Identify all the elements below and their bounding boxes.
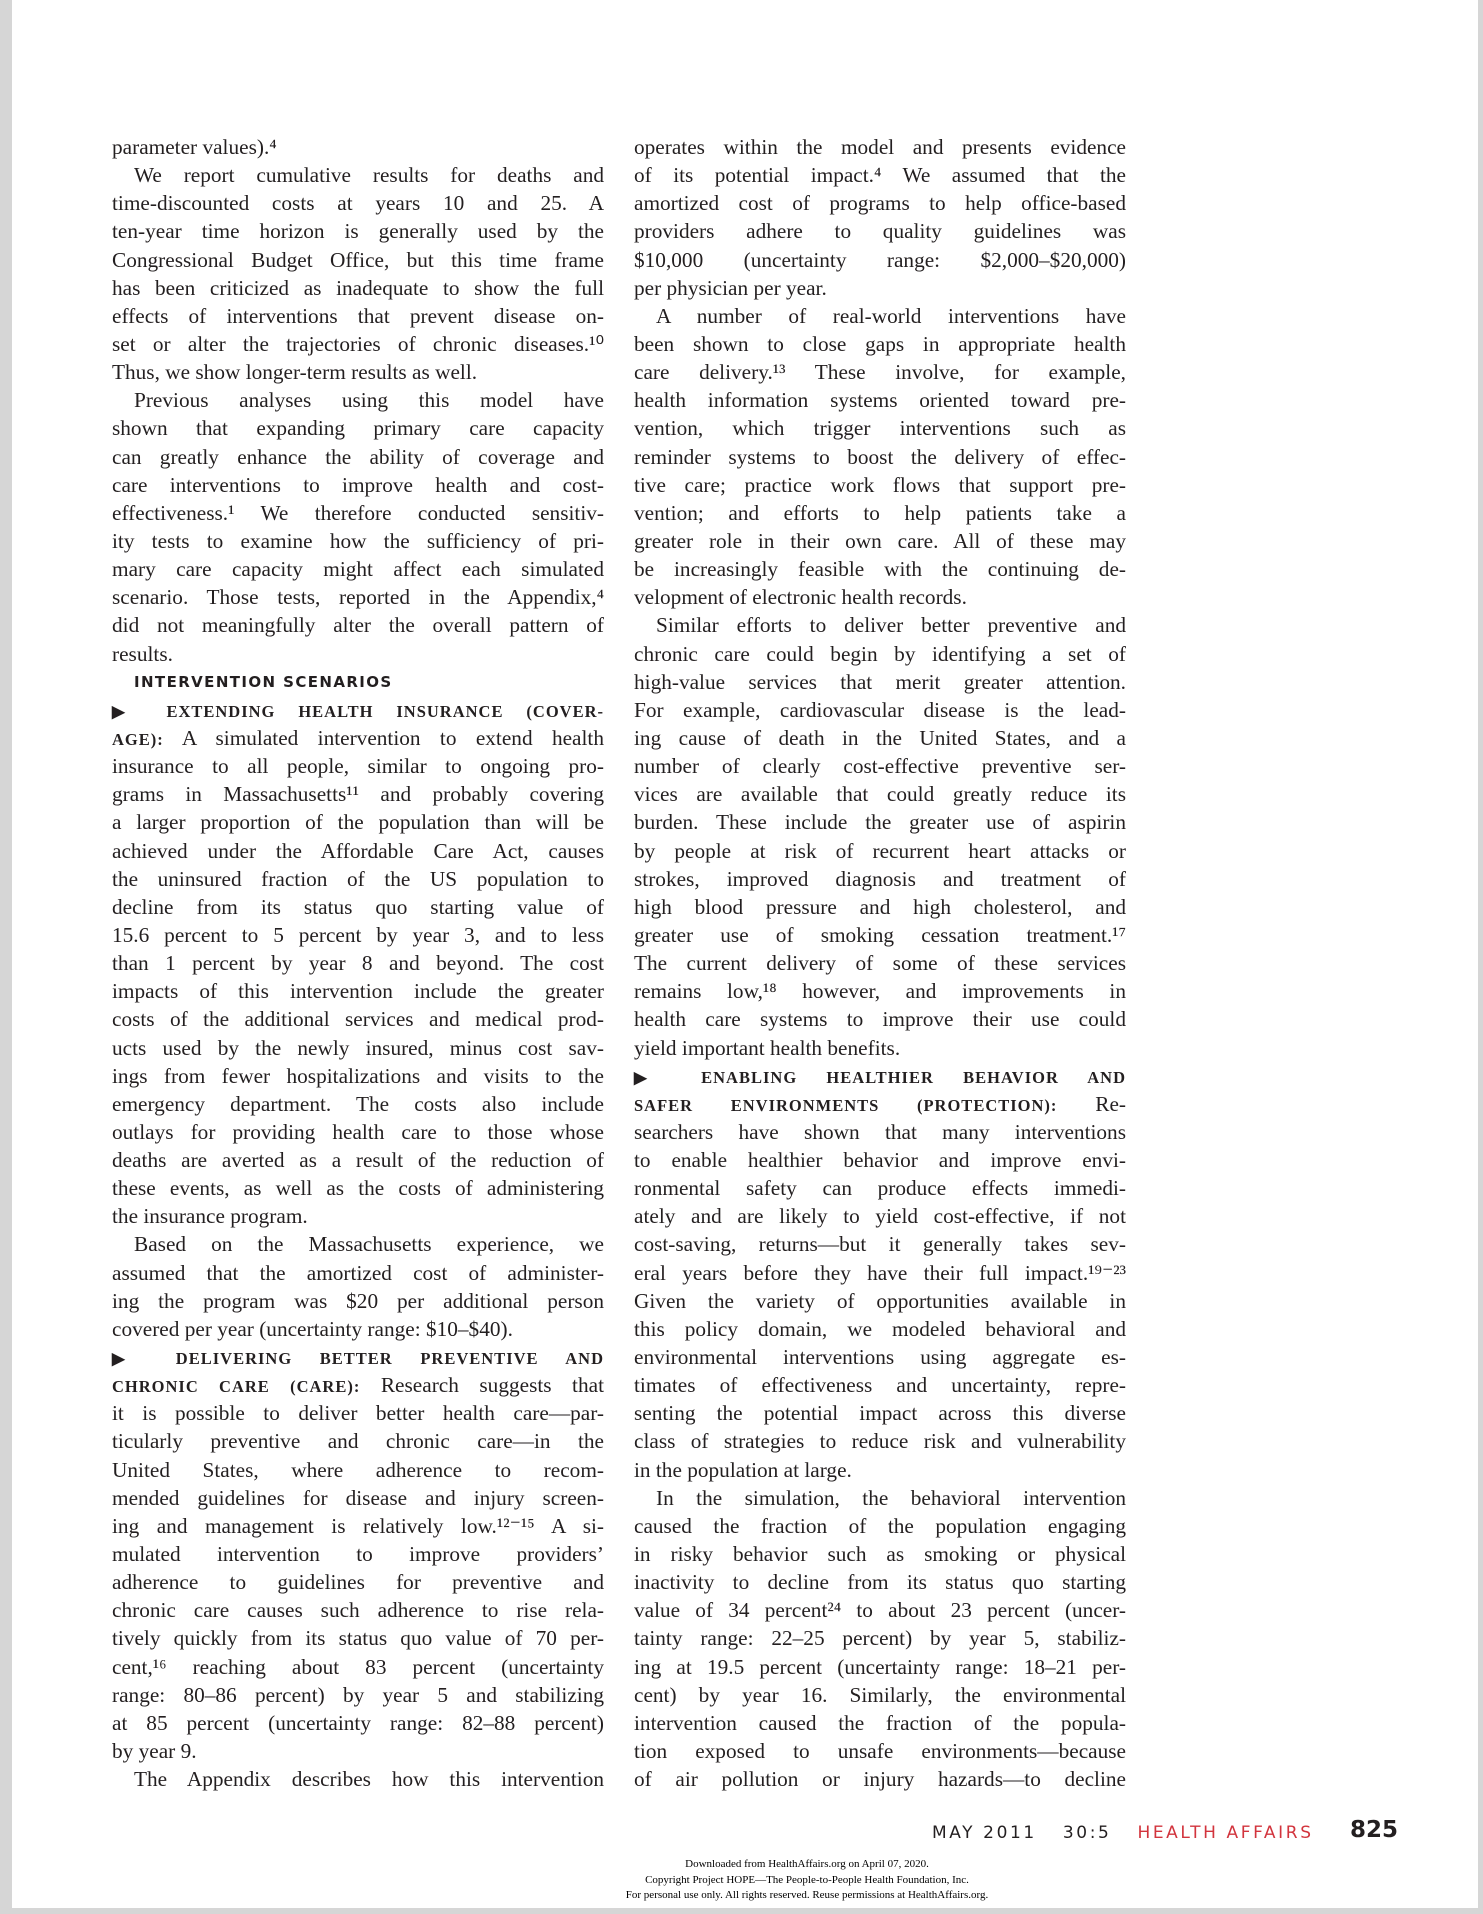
- paragraph: [634, 1062, 1126, 1484]
- paragraph: [112, 1765, 604, 1793]
- paragraph: [634, 302, 1126, 612]
- text-line: The current delivery of some of these services: [634, 951, 1126, 976]
- text-line: high-value services that merit greater attention.: [634, 669, 1126, 694]
- text-line: to enable healthier behavior and improve envi-: [634, 1148, 1126, 1173]
- text-line: Similar efforts to deliver better preventive and: [656, 613, 1126, 638]
- text-line: did not meaningfully alter the overall pattern of: [112, 613, 604, 638]
- text-line: Previous analyses using this model have: [134, 388, 604, 413]
- text-line: For example, cardiovascular disease is the lead-: [634, 697, 1126, 722]
- text-line: this policy domain, we modeled behavioral and: [634, 1316, 1126, 1341]
- text-line: in the population at large.: [634, 1457, 852, 1482]
- text-line: [112, 1343, 604, 1371]
- text-line: impacts of this intervention include the greater: [112, 979, 604, 1004]
- text-line: effectiveness.¹ We therefore conducted sensitiv-: [112, 500, 604, 525]
- text-line: per physician per year.: [634, 275, 827, 300]
- text-segment: Research suggests that: [360, 1373, 604, 1398]
- text-line: [112, 696, 604, 724]
- text-line: burden. These include the greater use of aspirin: [634, 810, 1126, 835]
- paragraph: [634, 1484, 1126, 1794]
- text-line: class of strategies to reduce risk and vulnerability: [634, 1429, 1126, 1454]
- text-line: parameter values).⁴: [112, 135, 277, 159]
- text-line: shown that expanding primary care capacity: [112, 416, 604, 441]
- text-line: Given the variety of opportunities available in: [634, 1288, 1126, 1313]
- paragraph: [112, 161, 604, 386]
- subsection-heading: CHRONIC CARE (CARE):: [112, 1377, 361, 1397]
- copyright-line: Copyright Project HOPE—The People-to-People Health Foundation, Inc.: [645, 1873, 969, 1886]
- text-line: mended guidelines for disease and injury screen-: [112, 1485, 604, 1510]
- text-line: by people at risk of recurrent heart attacks or: [634, 838, 1126, 863]
- text-line: be increasingly feasible with the continuing de-: [634, 557, 1126, 582]
- text-line: mulated intervention to improve providers’: [112, 1542, 604, 1567]
- text-line: caused the fraction of the population engaging: [634, 1513, 1126, 1538]
- text-line: ticularly preventive and chronic care—in the: [112, 1429, 604, 1454]
- text-line: ten-year time horizon is generally used by the: [112, 219, 604, 244]
- text-line: been shown to close gaps in appropriate health: [634, 331, 1126, 356]
- text-line: operates within the model and presents evidence: [634, 135, 1126, 159]
- text-segment: A simulated intervention to extend health: [163, 725, 604, 750]
- text-line: assumed that the amortized cost of administer-: [112, 1260, 604, 1285]
- text-line: In the simulation, the behavioral intervention: [656, 1485, 1126, 1510]
- text-line: scenario. Those tests, reported in the Appendix,⁴: [112, 585, 604, 610]
- text-line: eral years before they have their full impact.¹⁹⁻²³: [634, 1260, 1126, 1285]
- text-line: tively quickly from its status quo value of 70 per-: [112, 1626, 604, 1651]
- text-line: grams in Massachusetts¹¹ and probably covering: [112, 782, 604, 807]
- text-line: insurance to all people, similar to ongoing pro-: [112, 754, 604, 779]
- text-line: ing and management is relatively low.¹²⁻¹⁵ A si-: [112, 1513, 604, 1538]
- text-segment: Re-: [1057, 1091, 1127, 1116]
- permissions-line: For personal use only. All rights reserved. Reuse permissions at HealthAffairs.org.: [625, 1889, 989, 1901]
- text-line: it is possible to deliver better health care—par-: [112, 1401, 604, 1426]
- issue-date: MAY 2011: [932, 1823, 1037, 1843]
- text-line: amortized cost of programs to help office-based: [634, 191, 1126, 216]
- journal-name: HEALTH AFFAIRS: [1137, 1823, 1314, 1843]
- text-line: senting the potential impact across this diverse: [634, 1401, 1126, 1426]
- download-notice-line: Downloaded from HealthAffairs.org on April 07, 2020.: [685, 1858, 929, 1870]
- text-line: ucts used by the newly insured, minus cost sav-: [112, 1035, 604, 1060]
- text-line: tion exposed to unsafe environments—because: [634, 1739, 1126, 1764]
- text-line: health information systems oriented toward pre-: [634, 388, 1126, 413]
- text-line: tive care; practice work flows that support pre-: [634, 472, 1126, 497]
- text-line: of air pollution or injury hazards—to decline: [634, 1767, 1126, 1792]
- text-line: range: 80–86 percent) by year 5 and stabilizing: [112, 1682, 604, 1707]
- text-line: value of 34 percent²⁴ to about 23 percent (uncer-: [634, 1598, 1126, 1623]
- paragraph: [112, 696, 604, 1231]
- text-line: cost-saving, returns—but it generally takes sev-: [634, 1232, 1126, 1257]
- text-line: time-discounted costs at years 10 and 25. A: [112, 191, 604, 216]
- text-line: achieved under the Affordable Care Act, causes: [112, 838, 604, 863]
- text-line: adherence to guidelines for preventive and: [112, 1570, 604, 1595]
- text-line: cent,¹⁶ reaching about 83 percent (uncertainty: [112, 1654, 604, 1679]
- text-line: effects of interventions that prevent disease on-: [112, 303, 604, 328]
- text-line: the insurance program.: [112, 1204, 308, 1229]
- volume-issue: 30:5: [1062, 1823, 1112, 1843]
- text-line: set or alter the trajectories of chronic diseases.¹⁰: [112, 331, 604, 356]
- subsection-heading: ▶ ENABLING HEALTHIER BEHAVIOR AND: [634, 1067, 1126, 1087]
- paragraph: [112, 1230, 604, 1343]
- text-line: [634, 1090, 1126, 1118]
- subsection-heading: ▶ DELIVERING BETTER PREVENTIVE AND: [112, 1349, 604, 1369]
- paragraph: [634, 133, 1126, 302]
- text-line: the uninsured fraction of the US population to: [112, 866, 604, 891]
- text-line: searchers have shown that many interventions: [634, 1119, 1126, 1144]
- paragraph: [112, 133, 604, 161]
- download-notice: [512, 1857, 1102, 1904]
- text-line: remains low,¹⁸ however, and improvements in: [634, 979, 1126, 1004]
- text-line: decline from its status quo starting value of: [112, 894, 604, 919]
- text-line: Congressional Budget Office, but this time frame: [112, 247, 604, 272]
- text-line: ings from fewer hospitalizations and visits to the: [112, 1063, 604, 1088]
- text-line: The Appendix describes how this intervention: [134, 1767, 604, 1792]
- text-line: of its potential impact.⁴ We assumed that the: [634, 163, 1126, 188]
- text-line: these events, as well as the costs of administering: [112, 1176, 604, 1201]
- text-line: Based on the Massachusetts experience, we: [134, 1232, 604, 1257]
- text-line: results.: [112, 641, 173, 666]
- running-footer: [932, 1823, 1332, 1843]
- text-line: United States, where adherence to recom-: [112, 1457, 604, 1482]
- text-line: deaths are averted as a result of the reduction of: [112, 1148, 604, 1173]
- text-line: mary care capacity might affect each simulated: [112, 557, 604, 582]
- paragraph: [634, 611, 1126, 1061]
- text-line: [112, 724, 604, 752]
- text-line: at 85 percent (uncertainty range: 82–88 percent): [112, 1710, 604, 1735]
- text-line: intervention caused the fraction of the popula-: [634, 1710, 1126, 1735]
- subsection-heading: ▶ EXTENDING HEALTH INSURANCE (COVER-: [112, 701, 604, 721]
- text-line: than 1 percent by year 8 and beyond. The cost: [112, 951, 604, 976]
- text-line: chronic care could begin by identifying a set of: [634, 641, 1126, 666]
- text-line: greater role in their own care. All of these may: [634, 528, 1126, 553]
- text-line: tainty range: 22–25 percent) by year 5, stabiliz-: [634, 1626, 1126, 1651]
- text-line: ity tests to examine how the sufficiency of pri-: [112, 528, 604, 553]
- text-line: Thus, we show longer-term results as well.: [112, 360, 478, 385]
- text-line: reminder systems to boost the delivery of effec-: [634, 444, 1126, 469]
- text-line: A number of real-world interventions have: [656, 303, 1126, 328]
- text-line: number of clearly cost-effective preventive ser-: [634, 754, 1126, 779]
- right-column: [634, 133, 1126, 1793]
- text-line: ing the program was $20 per additional person: [112, 1288, 604, 1313]
- text-line: ately and are likely to yield cost-effective, if not: [634, 1204, 1126, 1229]
- text-line: vention; and efforts to help patients take a: [634, 500, 1126, 525]
- section-heading: INTERVENTION SCENARIOS: [134, 672, 393, 691]
- text-line: vices are available that could greatly reduce its: [634, 782, 1126, 807]
- text-line: has been criticized as inadequate to show the full: [112, 275, 604, 300]
- text-line: We report cumulative results for deaths and: [134, 163, 604, 188]
- text-line: [112, 1371, 604, 1399]
- text-line: providers adhere to quality guidelines was: [634, 219, 1126, 244]
- text-line: health care systems to improve their use could: [634, 1007, 1126, 1032]
- text-line: in risky behavior such as smoking or physical: [634, 1542, 1126, 1567]
- text-line: inactivity to decline from its status quo starting: [634, 1570, 1126, 1595]
- text-line: high blood pressure and high cholesterol, and: [634, 894, 1126, 919]
- text-line: yield important health benefits.: [634, 1035, 901, 1060]
- text-line: 15.6 percent to 5 percent by year 3, and to less: [112, 922, 604, 947]
- text-line: can greatly enhance the ability of coverage and: [112, 444, 604, 469]
- text-line: vention, which trigger interventions such as: [634, 416, 1126, 441]
- text-line: environmental interventions using aggregate es-: [634, 1345, 1126, 1370]
- text-line: velopment of electronic health records.: [634, 585, 967, 610]
- text-line: care delivery.¹³ These involve, for example,: [634, 360, 1126, 385]
- subsection-heading: AGE):: [112, 729, 164, 749]
- document-page: [12, 0, 1478, 1908]
- subsection-heading: SAFER ENVIRONMENTS (PROTECTION):: [634, 1095, 1058, 1115]
- text-line: ronmental safety can produce effects immedi-: [634, 1176, 1126, 1201]
- left-column: [112, 133, 604, 1793]
- paragraph: [112, 1343, 604, 1765]
- text-line: care interventions to improve health and cost-: [112, 472, 604, 497]
- text-line: timates of effectiveness and uncertainty, repre-: [634, 1373, 1126, 1398]
- paragraph: [112, 386, 604, 667]
- text-line: ing cause of death in the United States, and a: [634, 725, 1126, 750]
- text-line: [634, 1062, 1126, 1090]
- text-line: cent) by year 16. Similarly, the environmental: [634, 1682, 1126, 1707]
- text-line: costs of the additional services and medical prod-: [112, 1007, 604, 1032]
- text-line: $10,000 (uncertainty range: $2,000–$20,000): [634, 247, 1126, 272]
- page-number: 825: [1350, 1817, 1399, 1843]
- text-line: strokes, improved diagnosis and treatment of: [634, 866, 1126, 891]
- text-line: a larger proportion of the population than will be: [112, 810, 604, 835]
- text-line: emergency department. The costs also include: [112, 1091, 604, 1116]
- text-line: covered per year (uncertainty range: $10–$40).: [112, 1316, 513, 1341]
- text-line: greater use of smoking cessation treatment.¹⁷: [634, 922, 1126, 947]
- text-line: ing at 19.5 percent (uncertainty range: 18–21 per-: [634, 1654, 1126, 1679]
- text-line: outlays for providing health care to those whose: [112, 1119, 604, 1144]
- text-line: by year 9.: [112, 1739, 197, 1764]
- text-line: chronic care causes such adherence to rise rela-: [112, 1598, 604, 1623]
